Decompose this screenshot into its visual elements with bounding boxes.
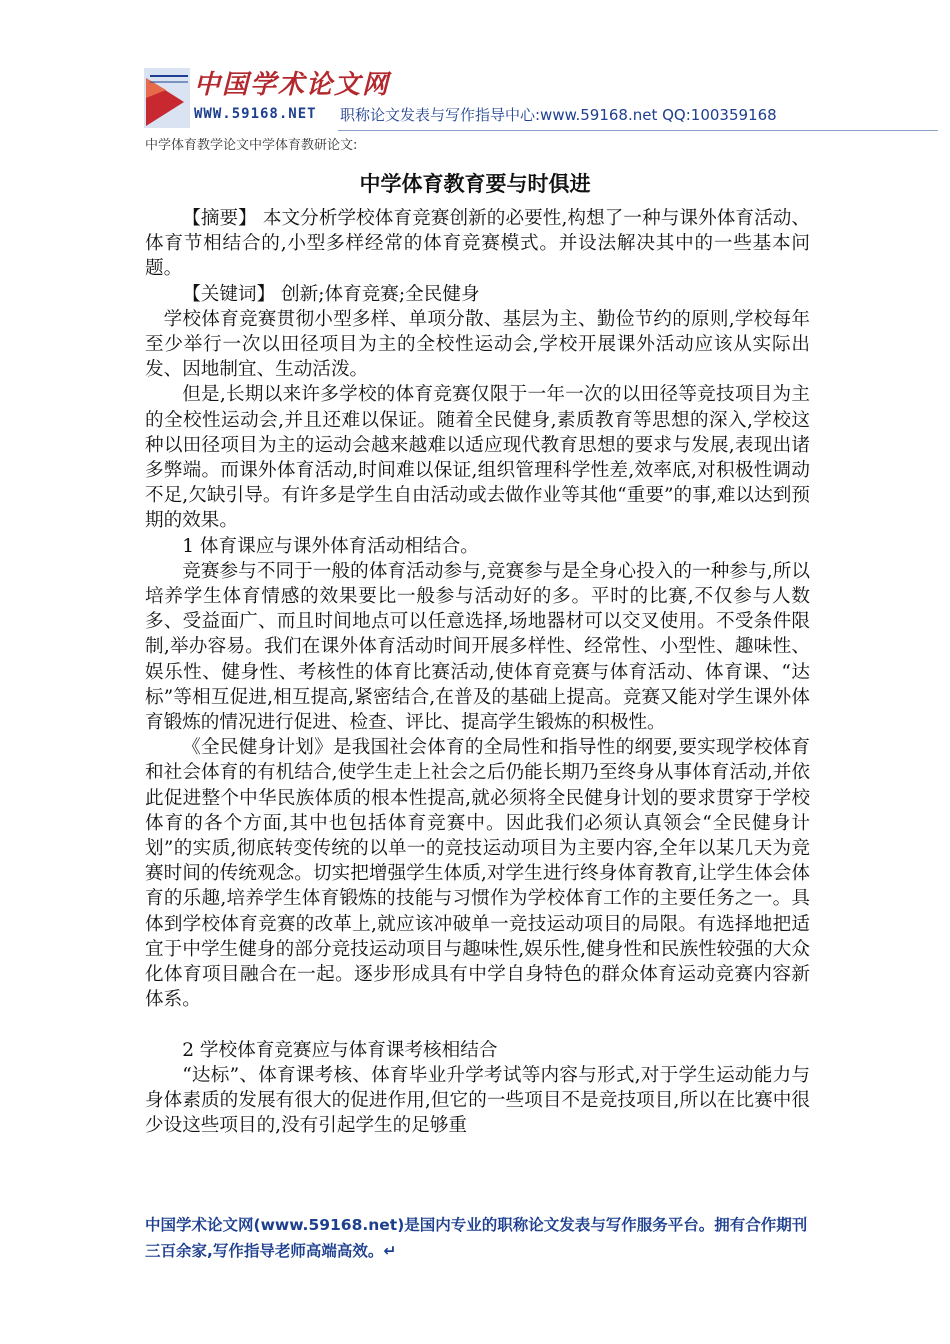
logo-icon (144, 68, 190, 128)
page-title: 中学体育教育要与时俱进 (359, 172, 591, 196)
paragraph: 学校体育竞赛贯彻小型多样、单项分散、基层为主、勤俭节约的原则,学校每年至少举行一次以田径项目为主的全校性运动会,学校开展课外活动应该从实际出发、因地制宜、生动活泼。 (145, 308, 810, 381)
footer-ad: 中国学术论文网(www.59168.net)是国内专业的职称论文发表与写作服务平台。拥有合作期刊三百余家,写作指导老师高端高效。↵ (145, 1216, 808, 1260)
logo-url[interactable]: WWW.59168.NET (194, 106, 317, 122)
site-header (140, 62, 820, 132)
paragraph: 但是,长期以来许多学校的体育竞赛仅限于一年一次的以田径等竞技项目为主的全校性运动会,并且还难以保证。随着全民健身,素质教育等思想的深入,学校这种以田径项目为主的运动会越来越难以适应现代教育思想的要求与发展,表现出诸多弊端。而课外体育活动,时间难以保证,组织管理科学性差,效率底,对积极性调动不足,欠缺引导。有许多是学生自由活动或去做作业等其他“重要”的事,难以达到预期的效果。 (145, 384, 810, 532)
article-body (145, 206, 810, 1138)
abstract: 【摘要】 本文分析学校体育竞赛创新的必要性,构想了一种与课外体育活动、体育节相结合的,小型多样经常的体育竞赛模式。并设法解决其中的一些基本问题。 (145, 208, 810, 280)
header-divider (338, 130, 938, 131)
section-heading: 1 体育课应与课外体育活动相结合。 (182, 535, 479, 557)
section-heading: 2 学校体育竞赛应与体育课考核相结合 (182, 1039, 498, 1061)
blank-line (145, 1013, 810, 1038)
keywords: 【关键词】 创新;体育竞赛;全民健身 (182, 283, 480, 305)
paragraph: 竞赛参与不同于一般的体育活动参与,竞赛参与是全身心投入的一种参与,所以培养学生体育情感的效果要比一般参与活动好的多。平时的比赛,不仅参与人数多、受益面广、而且时间地点可以任意选择,场地器材可以交叉使用。不受条件限制,举办容易。我们在课外体育活动时间开展多样性、经常性、小型性、趣味性、娱乐性、健身性、考核性的体育比赛活动,使体育竞赛与体育活动、体育课、“达标”等相互促进,相互提高,紧密结合,在普及的基础上提高。竞赛又能对学生课外体育锻炼的情况进行促进、检查、评比、提高学生锻炼的积极性。 (145, 560, 810, 734)
logo-text: 中国学术论文网 (194, 70, 391, 100)
breadcrumb: 中学体育教学论文中学体育教研论文: (145, 138, 358, 153)
header-slogan: 职称论文发表与写作指导中心:www.59168.net QQ:100359168 (340, 106, 777, 124)
paragraph: 《全民健身计划》是我国社会体育的全局性和指导性的纲要,要实现学校体育和社会体育的有机结合,使学生走上社会之后仍能长期乃至终身从事体育活动,并依此促进整个中华民族体质的根本性提高,就必须将全民健身计划的要求贯穿于学校体育的各个方面,其中也包括体育竞赛中。因此我们必须认真领会“全民健身计划”的实质,彻底转变传统的以单一的竞技运动项目为主要内容,全年以某几天为竞赛时间的传统观念。切实把增强学生体质,对学生进行终身体育教育,让学生体会体育的乐趣,培养学生体育锻炼的技能与习惯作为学校体育工作的主要任务之一。具体到学校体育竞赛的改革上,就应该冲破单一竞技运动项目的局限。有选择地把适宜于中学生健身的部分竞技运动项目与趣味性,娱乐性,健身性和民族性较强的大众化体育项目融合在一起。逐步形成具有中学自身特色的群众体育运动竞赛内容新体系。 (145, 737, 810, 1011)
paragraph: “达标”、体育课考核、体育毕业升学考试等内容与形式,对于学生运动能力与身体素质的发展有很大的促进作用,但它的一些项目不是竞技项目,所以在比赛中很少设这些项目的,没有引起学生的足够重 (145, 1064, 810, 1137)
